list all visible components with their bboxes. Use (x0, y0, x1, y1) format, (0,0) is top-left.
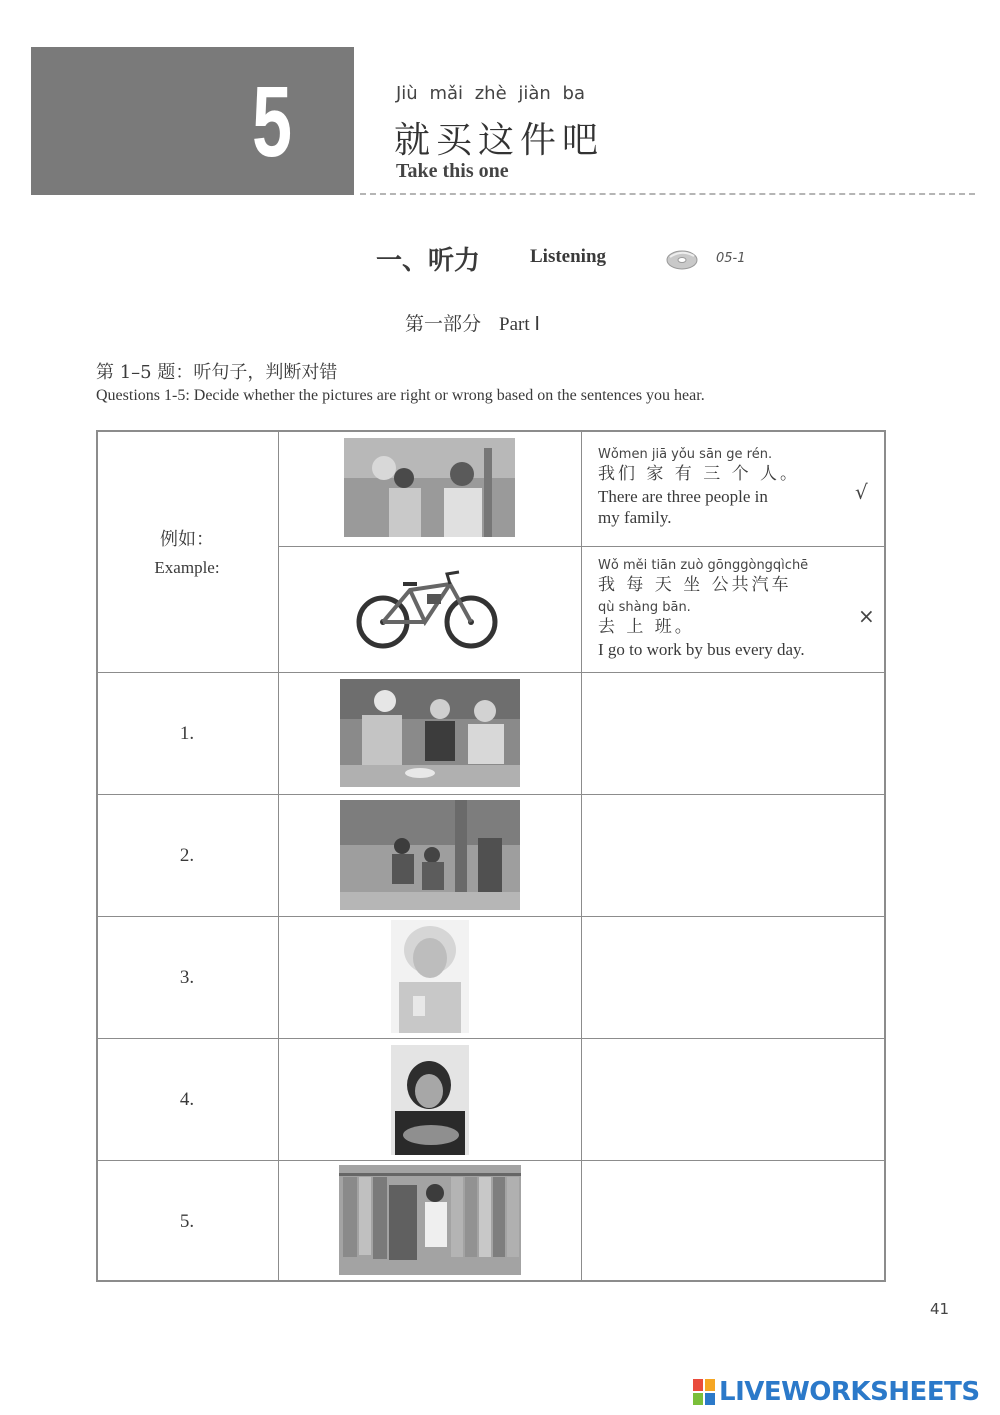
question-1-label: 1. (179, 723, 195, 744)
example-label-chinese: 例如： (160, 529, 214, 550)
example-1-chinese: 我们 家 有 三 个 人。 (598, 464, 801, 484)
title-pinyin: Jiù mǎi zhè jiàn ba (396, 83, 585, 104)
lesson-number-block (31, 47, 354, 195)
liveworksheets-logo (693, 1379, 715, 1405)
example-2-cross-mark: × (858, 604, 875, 628)
page-number: 41 (930, 1300, 950, 1318)
part-heading (405, 309, 540, 336)
audio-track-number: 05-1 (716, 251, 746, 266)
part-heading-english: Part Ⅰ (499, 314, 540, 335)
question-3-photo (391, 920, 469, 1033)
example-2-english: I go to work by bus every day. (598, 640, 805, 659)
example-1-check-mark: √ (855, 480, 868, 504)
question-1-photo (340, 679, 520, 787)
question-3-label: 3. (179, 967, 195, 988)
part-heading-chinese: 第一部分 (405, 313, 482, 335)
question-4-photo (391, 1045, 469, 1155)
question-2-photo (340, 800, 520, 910)
section-title-chinese: 一、听力 (376, 246, 481, 276)
example-2-chinese-line2: 去 上 班。 (598, 617, 695, 637)
instructions-chinese: 第 1–5 题：听句子，判断对错 (96, 362, 338, 383)
lesson-number: 5 (251, 66, 293, 178)
example-label-english: Example: (154, 558, 220, 577)
example-1-english-line1: There are three people in (598, 487, 768, 506)
example-1-pinyin: Wǒmen jiā yǒu sān ge rén. (598, 447, 773, 462)
example-2-sentence (598, 557, 808, 660)
liveworksheets-wordmark: LIVEWORKSHEETS (719, 1377, 980, 1407)
liveworksheets-brand[interactable] (693, 1374, 980, 1410)
header-divider (360, 193, 975, 195)
example-1-english-line2: my family. (598, 508, 672, 527)
title-chinese: 就买这件吧 (394, 120, 605, 161)
example-2-pinyin: Wǒ měi tiān zuò gōnggòngqìchē (598, 558, 809, 573)
cd-icon[interactable] (665, 247, 699, 271)
example-1-sentence (598, 446, 800, 528)
question-5-photo (339, 1165, 521, 1275)
example-2-pinyin-line2: qù shàng bān. (598, 600, 691, 615)
question-2-label: 2. (179, 845, 195, 866)
example-label (96, 526, 278, 582)
question-5-label: 5. (179, 1211, 195, 1232)
title-english: Take this one (396, 160, 509, 182)
instructions-english: Questions 1-5: Decide whether the pictures are right or wrong based on the sentences you hear. (96, 387, 705, 404)
family-photo (344, 438, 515, 537)
bicycle-photo (355, 566, 500, 652)
section-title-english: Listening (530, 246, 607, 267)
example-2-chinese: 我 每 天 坐 公共汽车 (598, 575, 792, 595)
question-4-label: 4. (179, 1089, 195, 1110)
